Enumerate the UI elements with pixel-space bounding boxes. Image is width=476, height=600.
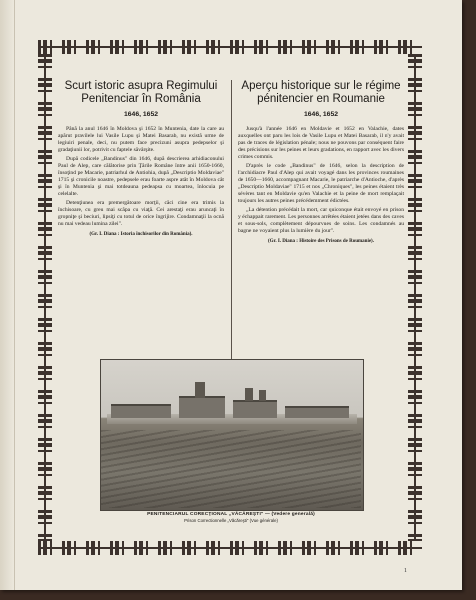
prison-photograph	[100, 359, 364, 511]
border-left	[38, 54, 52, 541]
building	[111, 404, 171, 418]
photo-caption	[78, 512, 384, 523]
paragraph: După codicele „Bandinus" din 1646, după descrierea arhidiaconului Paul de Alep, care călătorise prin Ţările Române între anii 1650-1660, însoţind pe Macarie, patriarhul de Antiohia, după „Descriptio Moldaviae" 1715 şi cronicile noastre, pedepsele erau foarte aspre atât în Moldova cât şi în Muntenia şi mai totdeauna pedeapsa cu moartea, înlocuia pe celelalte.	[58, 155, 224, 198]
caption-romanian: PENITENCIARUL CORECŢIONAL „VĂCĂREŞTI" — (Vedere generală)	[147, 512, 315, 517]
page-number: 1	[404, 568, 407, 574]
romanian-source: (Gr. I. Diana : Istoria închisorilor din România).	[89, 232, 193, 238]
romanian-title: Scurt istoric asupra Regimului Penitenciar în România	[64, 80, 218, 105]
caption-french: Prison Correctionnelle „Văcăreşti" (Vue générale)	[184, 518, 278, 523]
paragraph: Jusqu'à l'année 1646 en Moldavie et 1652 en Valachie, dates auxquelles ont paru les lois de Vasile Lupu et Matei Basarab, il n'y avait pas de traces de législation pénale; nous ne pouvons par conséquent faire des précisions sur les peines et leurs gradations, en rapport avec les divers crimes commis.	[238, 126, 404, 161]
paragraph: D'après le code „Bandinus" de 1646, selon la description de l'archidiacre Paul d'Alep qui avait voyagé dans les provinces roumaines de 1650—1660, accompagnant Macarie, le patriarche d'Antioche, d'après „Descriptio Moldaviae" 1715 et nos „Chroniques", les peines étaient très sévères tant en Moldavie qu'en Valachie et la peine de mort remplaçait toujours les autres peines précédemment édictées.	[238, 162, 404, 205]
column-divider	[231, 80, 232, 368]
romanian-years: 1646, 1652	[123, 111, 159, 118]
building	[285, 406, 349, 418]
border-top	[38, 40, 422, 54]
building	[179, 396, 225, 418]
page-content	[58, 80, 404, 525]
french-years: 1646, 1652	[303, 111, 339, 118]
french-source: (Gr. I. Diana : Histoire des Prisons de Roumanie).	[268, 239, 374, 245]
french-body	[238, 126, 404, 235]
field	[101, 430, 361, 508]
french-column	[238, 80, 404, 244]
church-tower	[195, 382, 205, 398]
paragraph: Detenţiunea era premergătoare morţii, căci cine era trimis la închisoare, cu greu mai scăpa cu viaţă. Cei arestaţi erau aruncaţi în gropniţe şi beciuri, lipsiţi cu totul de orice îngrijire. Condamnaţii la ocnă nu mai vedeau lumina zilei".	[58, 199, 224, 228]
border-bottom	[38, 541, 422, 555]
french-title: Aperçu historique sur le régime pénitencier en Roumanie	[241, 80, 401, 105]
paragraph: „La détention précédait la mort, car quiconque était envoyé en prison y échappait rarement. Les personnes arrêtées étaient jetées dans des caves et sous-sols, complètement dépourvues de soins. Les condamnés au bagne ne voyaient plus la lumière du jour".	[238, 207, 404, 235]
building	[233, 400, 277, 418]
paragraph: Până la anul 1646 în Moldova şi 1652 în Muntenia, date la care au apărut pravilele lui Vasile Lupu şi Matei Basarab, nu există urme de legiuiri penale, deci, nu putem face precizuni asupra pedepselor şi gradaţiunii lor, potrivit cu faptele săvârşite.	[58, 126, 224, 154]
border-right	[408, 54, 422, 541]
church-tower	[259, 390, 266, 401]
romanian-column	[58, 80, 224, 237]
church-tower	[245, 388, 253, 401]
romanian-body	[58, 126, 224, 228]
page-gutter	[0, 0, 15, 590]
